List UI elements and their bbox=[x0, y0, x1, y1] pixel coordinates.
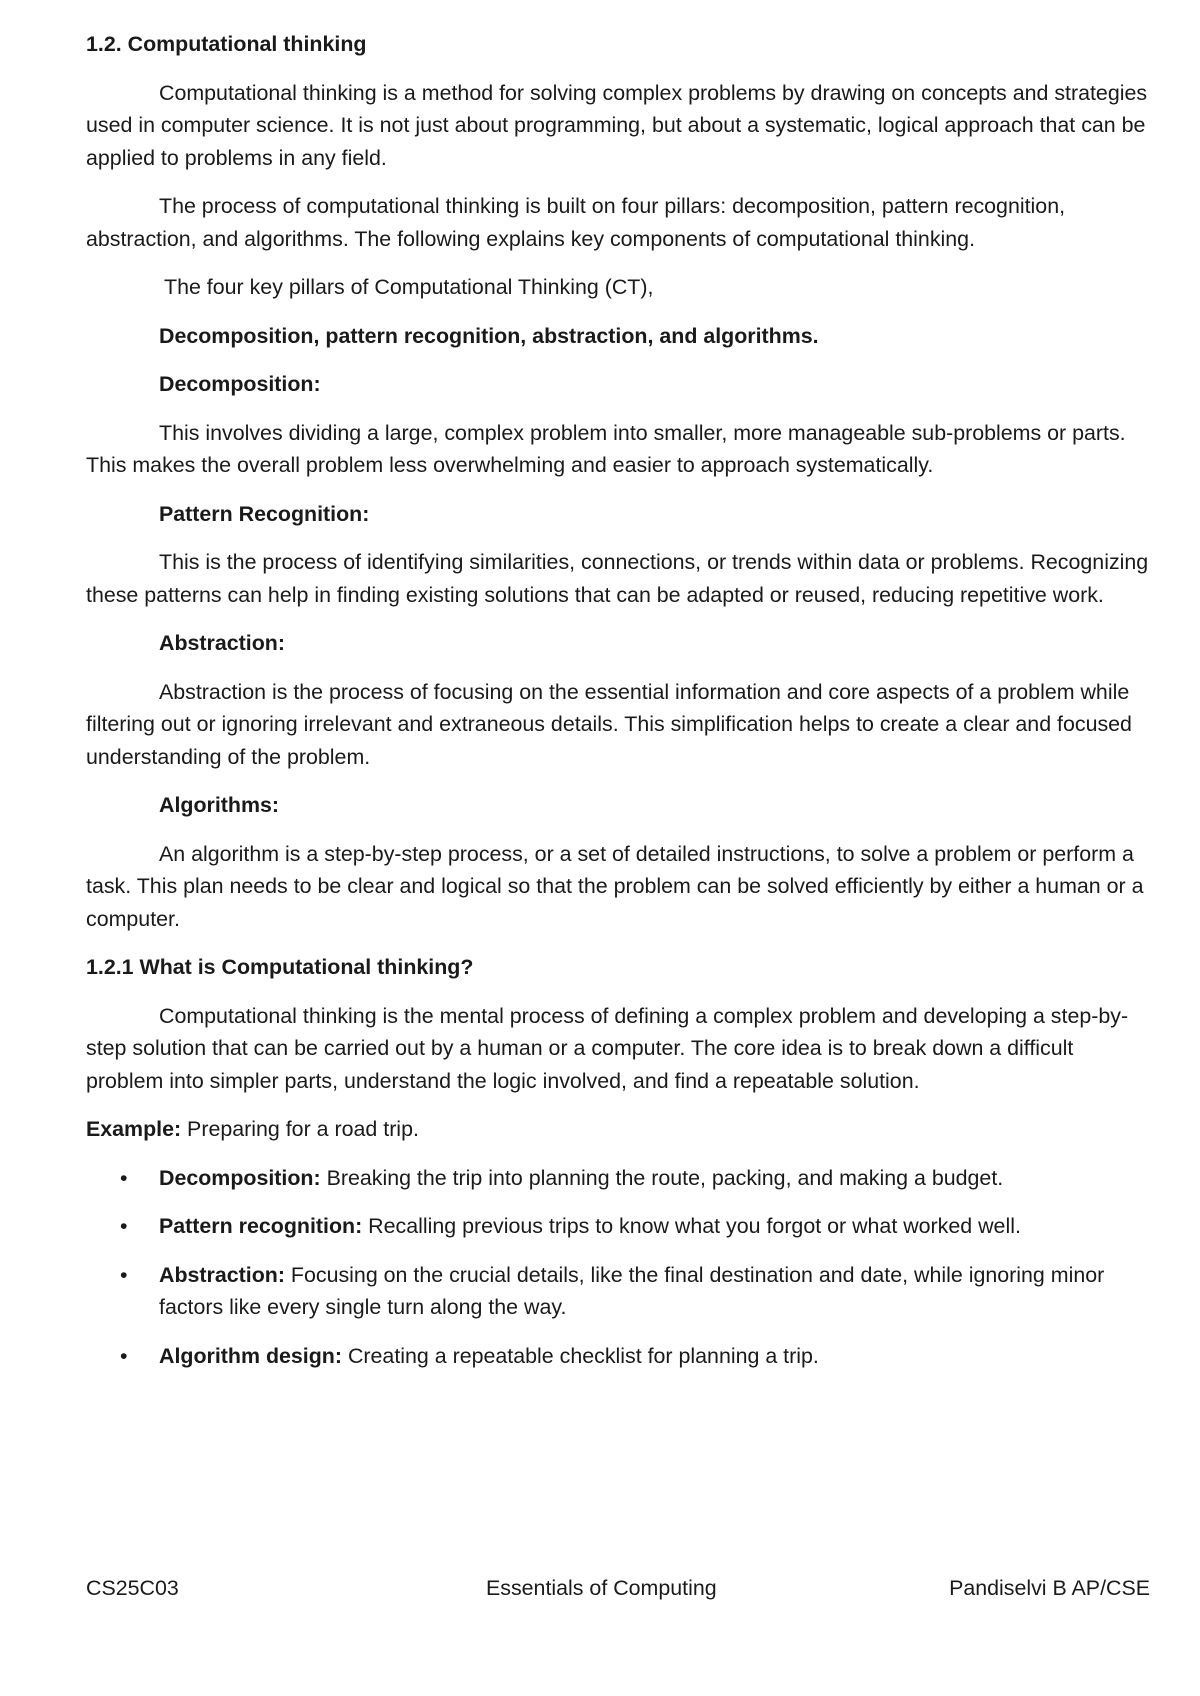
bullet-term: Pattern recognition: bbox=[159, 1214, 363, 1238]
pillar-text-decomposition: This involves dividing a large, complex problem into smaller, more manageable sub-problems or parts. This makes the overall problem less overwhelming and easier to approach systematically. bbox=[86, 420, 1126, 477]
footer-course-code: CS25C03 bbox=[86, 1576, 179, 1600]
document-page bbox=[86, 28, 1150, 1388]
list-item bbox=[86, 1340, 1150, 1373]
bullet-text: Breaking the trip into planning the route, packing, and making a budget. bbox=[320, 1165, 1004, 1190]
bullet-icon: • bbox=[120, 1165, 128, 1190]
pillar-text-abstraction: Abstraction is the process of focusing on the essential information and core aspects of a problem while filtering out or ignoring irrelevant and extraneous details. This simplification helps to create a clear and focused understanding of the problem. bbox=[86, 679, 1132, 769]
pillar-title-decomposition: Decomposition: bbox=[159, 372, 321, 396]
pillars-intro: The four key pillars of Computational Thinking (CT), bbox=[164, 275, 654, 299]
pillar-title-algorithms: Algorithms: bbox=[159, 793, 280, 817]
bullet-icon: • bbox=[120, 1262, 128, 1287]
example-line bbox=[86, 1113, 1150, 1146]
section-title: 1.2. Computational thinking bbox=[86, 32, 367, 56]
bullet-icon: • bbox=[120, 1343, 128, 1368]
bullet-term: Algorithm design: bbox=[159, 1343, 343, 1368]
example-text: Preparing for a road trip. bbox=[181, 1117, 419, 1141]
footer-author: Pandiselvi B AP/CSE bbox=[949, 1576, 1150, 1600]
subsection-paragraph: Computational thinking is the mental process of defining a complex problem and developing a step-by-step solution that can be carried out by a human or a computer. The core idea is to break down a difficult problem into simpler parts, understand the logic involved, and find a repeatable solution. bbox=[86, 1003, 1129, 1093]
list-item bbox=[86, 1162, 1150, 1195]
bullet-icon: • bbox=[120, 1214, 128, 1238]
subsection-title: 1.2.1 What is Computational thinking? bbox=[86, 955, 474, 979]
bullet-text: Recalling previous trips to know what you forgot or what worked well. bbox=[362, 1214, 1021, 1238]
pillar-text-pattern-recognition: This is the process of identifying similarities, connections, or trends within data or problems. Recognizing these patterns can help in finding existing solutions that can be adapted or reused, reducing repetitive work. bbox=[86, 550, 1149, 607]
bullet-term: Decomposition: bbox=[159, 1165, 321, 1190]
intro-paragraph: Computational thinking is a method for solving complex problems by drawing on concepts and strategies used in computer science. It is not just about programming, but about a systematic, logical approach that can be applied to problems in any field. bbox=[86, 80, 1148, 170]
list-item bbox=[86, 1210, 1150, 1243]
pillar-title-pattern-recognition: Pattern Recognition: bbox=[159, 501, 370, 526]
pillar-title-abstraction: Abstraction: bbox=[159, 631, 285, 655]
footer-course-title: Essentials of Computing bbox=[486, 1576, 717, 1600]
bullet-term: Abstraction: bbox=[159, 1262, 285, 1287]
intro-paragraph: The process of computational thinking is built on four pillars: decomposition, pattern recognition, abstraction, and algorithms. The following explains key components of computational thinking. bbox=[86, 194, 1066, 251]
bullet-text: Creating a repeatable checklist for planning a trip. bbox=[342, 1343, 819, 1368]
bullet-text: Focusing on the crucial details, like the final destination and date, while ignoring minor factors like every single turn along the way. bbox=[159, 1262, 1105, 1319]
example-label: Example: bbox=[86, 1117, 182, 1141]
pillar-text-algorithms: An algorithm is a step-by-step process, or a set of detailed instructions, to solve a problem or perform a task. This plan needs to be clear and logical so that the problem can be solved efficiently by either a human or a computer. bbox=[86, 841, 1144, 931]
pillars-list: Decomposition, pattern recognition, abstraction, and algorithms. bbox=[159, 323, 819, 348]
list-item bbox=[86, 1259, 1150, 1324]
example-bullet-list bbox=[86, 1162, 1150, 1373]
